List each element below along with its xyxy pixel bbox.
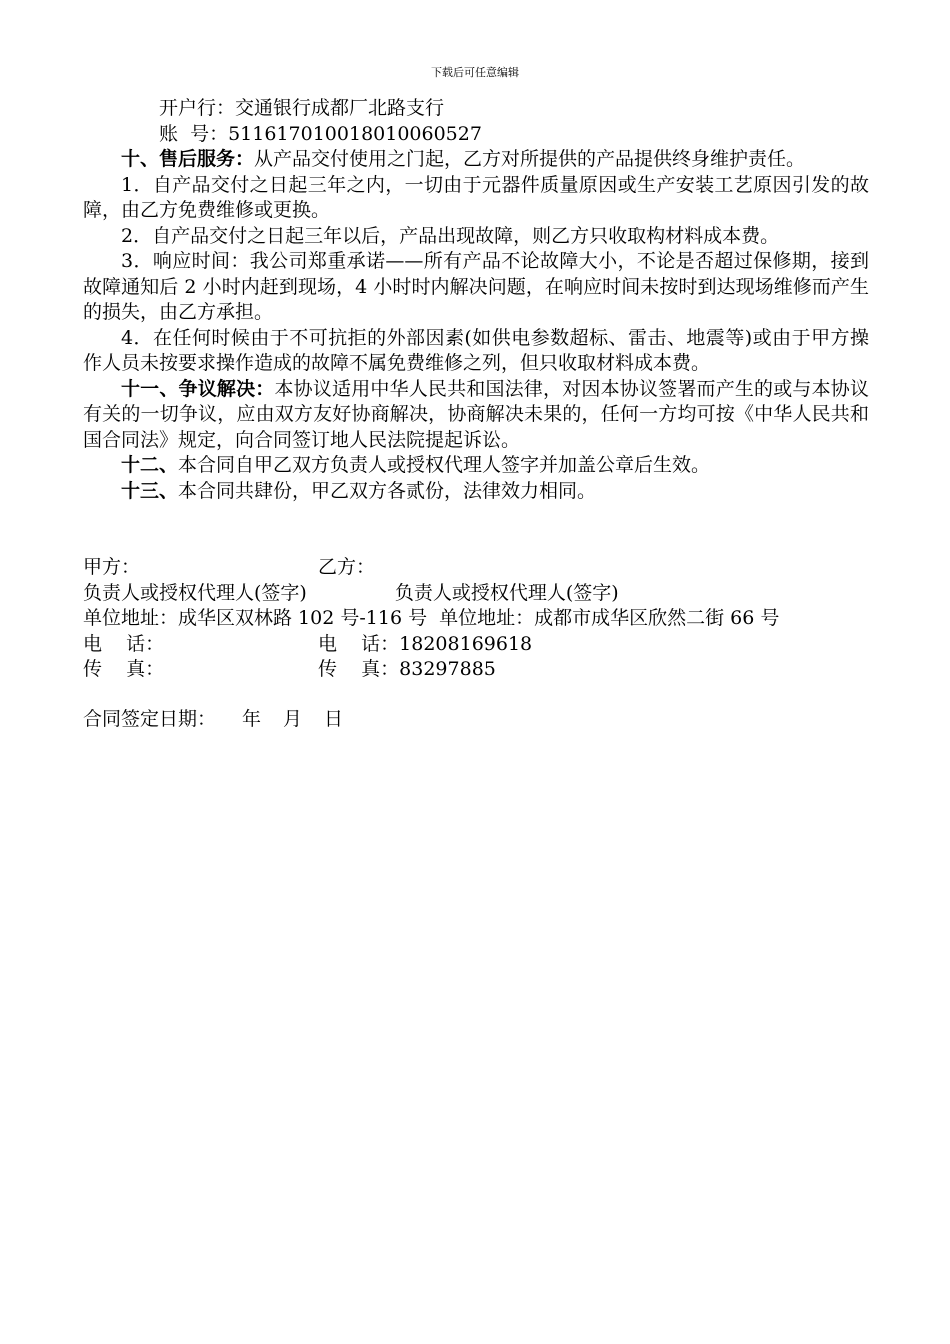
sign-date-row xyxy=(83,707,869,733)
sign-date-day: 日 xyxy=(324,707,344,730)
section-10-item-4: 4．在任何时候由于不可抗拒的外部因素(如供电参数超标、雷击、地震等)或由于甲方操作人员未按要求操作造成的故障不属免费维修之列，但只收取材料成本费。 xyxy=(83,326,869,374)
section-10-title: 十、售后服务： xyxy=(121,148,255,170)
sign-date-month: 月 xyxy=(283,707,303,730)
section-13-text: 本合同共肆份，甲乙双方各贰份，法律效力相同。 xyxy=(178,479,597,502)
party-a-address: 单位地址：成华区双林路 102 号-116 号 xyxy=(83,607,428,629)
signer-row xyxy=(83,581,869,607)
section-10-text: 从产品交付使用之门起，乙方对所提供的产品提供终身维护责任。 xyxy=(254,148,806,170)
section-11-title: 十一、争议解决： xyxy=(121,377,275,400)
section-13 xyxy=(83,479,869,505)
section-12-title: 十二、 xyxy=(121,454,179,476)
party-b-signer: 负责人或授权代理人(签字) xyxy=(394,581,619,604)
section-13-title: 十三、 xyxy=(121,479,179,502)
bank-value: 交通银行成都厂北路支行 xyxy=(235,97,445,119)
account-line xyxy=(83,122,869,148)
section-10-item-1: 1．自产品交付之日起三年之内，一切由于元器件质量原因或生产安装工艺原因引发的故障，由乙方免费维修或更换。 xyxy=(83,173,869,221)
spacer xyxy=(83,504,869,555)
section-10 xyxy=(83,147,869,173)
address-row xyxy=(83,606,869,632)
bank-label: 开户行： xyxy=(159,97,236,119)
bank-line xyxy=(83,96,869,122)
section-12 xyxy=(83,453,869,479)
party-b-phone-value: 18208169618 xyxy=(399,632,533,655)
party-b-phone-label: 电 话： xyxy=(318,632,400,655)
party-b-fax-value: 83297885 xyxy=(399,658,496,680)
account-value: 511617010018010060527 xyxy=(228,122,482,145)
party-b-address: 单位地址：成都市成华区欣然二街 66 号 xyxy=(439,607,780,629)
section-10-item-2: 2．自产品交付之日起三年以后，产品出现故障，则乙方只收取构材料成本费。 xyxy=(121,224,780,247)
account-label: 账 号： xyxy=(159,122,229,145)
party-b-fax-label: 传 真： xyxy=(318,658,400,680)
spacer xyxy=(83,683,869,707)
party-a-signer: 负责人或授权代理人(签字) xyxy=(83,581,307,604)
phone-row xyxy=(83,632,869,658)
sign-date-label: 合同签定日期： xyxy=(83,707,217,730)
section-12-text: 本合同自甲乙双方负责人或授权代理人签字并加盖公章后生效。 xyxy=(178,454,711,476)
section-11 xyxy=(83,377,869,454)
section-11-text: 本协议适用中华人民共和国法律，对因本协议签署而产生的或与本协议有关的一切争议，应由双方友好协商解决，协商解决未果的，任何一方均可按《中华人民共和国合同法》规定，向合同签订地人民法院提起诉讼。 xyxy=(83,377,869,451)
contract-body xyxy=(83,96,869,732)
header-note: 下载后可任意编辑 xyxy=(431,66,519,79)
party-label-row xyxy=(83,555,869,581)
party-a-phone-label: 电 话： xyxy=(83,632,165,655)
fax-row xyxy=(83,657,869,683)
party-b-label: 乙方： xyxy=(318,556,376,578)
party-a-fax-label: 传 真： xyxy=(83,658,165,680)
sign-date-year: 年 xyxy=(242,707,262,730)
section-10-item-3: 3．响应时间：我公司郑重承诺——所有产品不论故障大小，不论是否超过保修期，接到故障通知后 2 小时内赶到现场，4 小时时内解决问题，在响应时间未按时到达现场维修而产生的损失，由乙方承担。 xyxy=(83,250,869,323)
party-a-label: 甲方： xyxy=(83,556,141,578)
